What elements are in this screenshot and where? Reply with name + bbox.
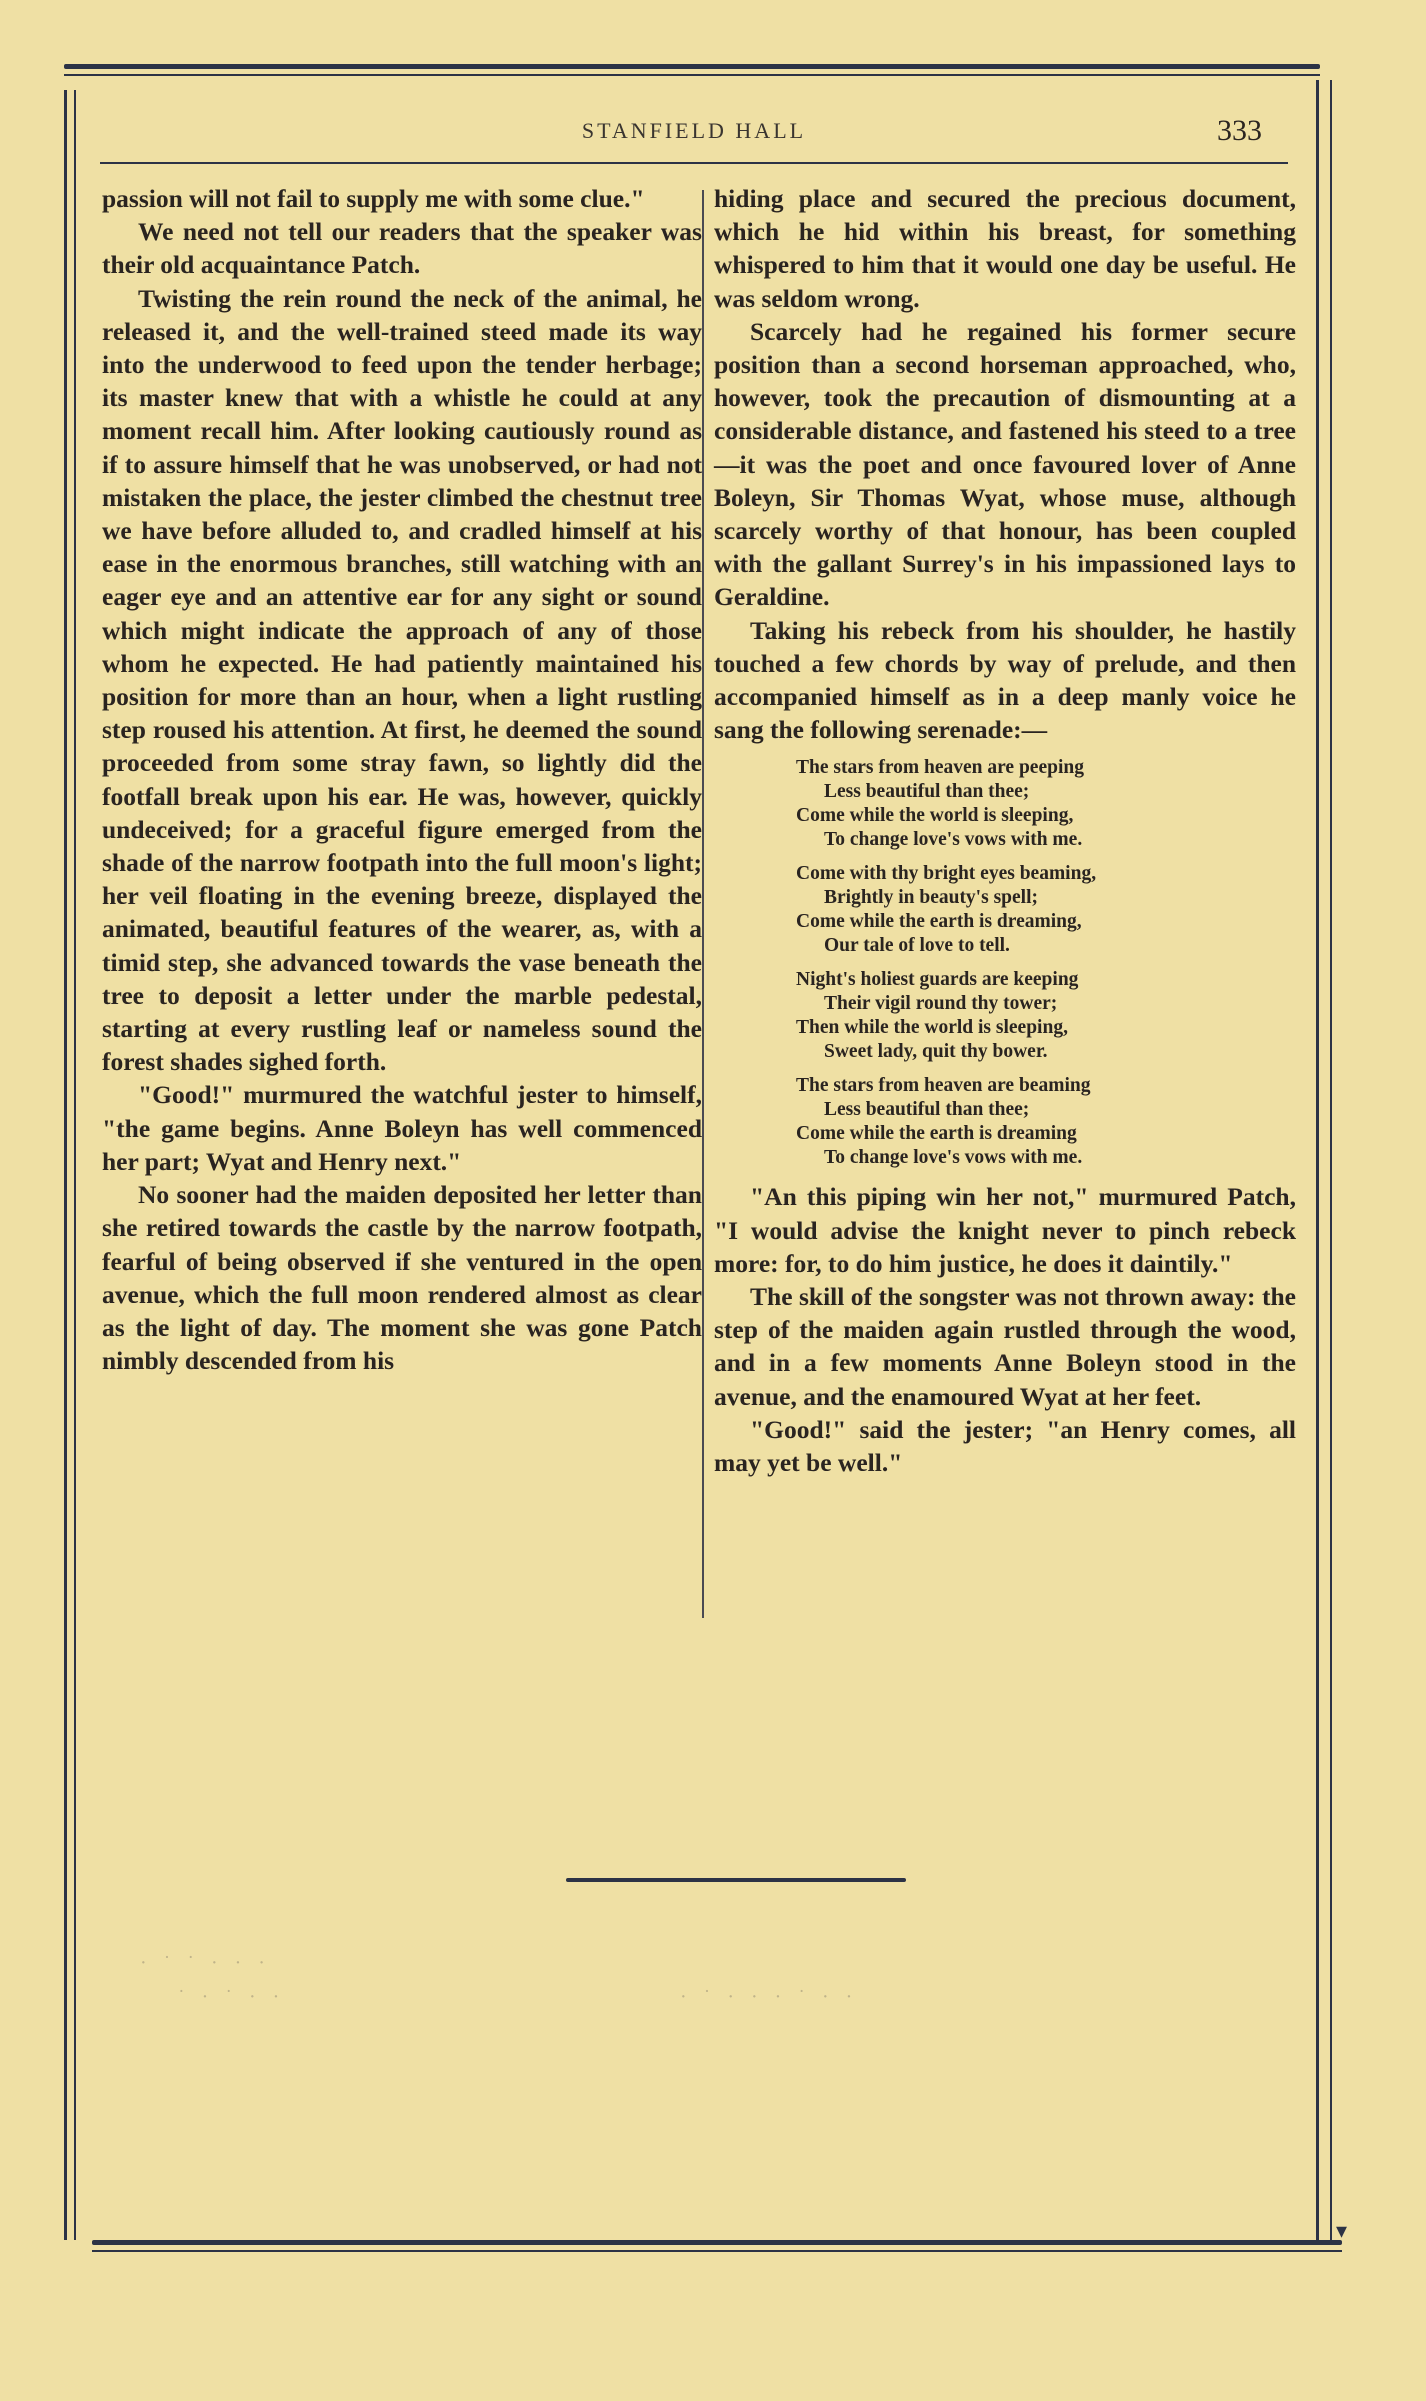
poem-stanza [796,756,1296,852]
header-rule [100,162,1288,164]
right-border-rule-thin [1330,80,1332,2240]
poem-line: Come while the world is sleeping, [796,805,1074,827]
paragraph: We need not tell our readers that the speaker was their old acquaintance Patch. [102,217,702,280]
bottom-border-rule [92,2240,1342,2245]
top-border-rule [64,64,1320,69]
poem-line: Our tale of love to tell. [824,935,1010,957]
left-column [102,182,702,1377]
paragraph: hiding place and secured the precious document, which he hid within his breast, for something whispered to him that it would one day be useful. He was seldom wrong. [714,184,1296,313]
poem-line: The stars from heaven are beaming [796,1075,1091,1097]
poem-line: Sweet lady, quit thy bower. [824,1041,1048,1063]
poem-line: The stars from heaven are peeping [796,757,1084,779]
top-border-rule-thin [64,74,1320,76]
paragraph: Scarcely had he regained his former secure position than a second horseman approached, who, however, took the precaution of dismounting at a considerable distance, and fastened his steed to a tree—it was the poet and once favoured lover of Anne Boleyn, Sir Thomas Wyat, whose muse, although scarcely worthy of that honour, has been coupled with the gallant Surrey's in his impassioned lays to Geraldine. [714,316,1296,612]
poem-line: Less beautiful than thee; [824,1099,1030,1121]
left-border-rule-thin [74,90,76,2240]
poem-line: Come with thy bright eyes beaming, [796,863,1097,885]
poem-line: Night's holiest guards are keeping [796,969,1079,991]
running-title: STANFIELD HALL [581,118,807,143]
left-border-rule [64,90,67,2240]
paragraph: Taking his rebeck from his shoulder, he hastily touched a few chords by way of prelude, and then accompanied himself as in a deep manly voice he sang the following serenade:— [714,615,1296,745]
paragraph: The skill of the songster was not thrown away: the step of the maiden again rustled through the wood, and in a few moments Anne Boleyn stood in the avenue, and the enamoured Wyat at her feet. [714,1282,1296,1411]
poem-line: To change love's vows with me. [824,829,1083,851]
serenade-poem [796,756,1296,1170]
right-border-rule [1316,80,1319,2240]
poem-line: Come while the earth is dreaming, [796,911,1082,933]
right-column [714,182,1296,1479]
poem-stanza [796,968,1296,1064]
poem-stanza [796,1074,1296,1170]
bleed-through-marks: · ˙ · · · ˙ · · [680,1986,859,2008]
poem-stanza [796,862,1296,958]
corner-ornament: ▾ [1336,2218,1348,2243]
poem-line: Less beautiful than thee; [824,781,1030,803]
poem-line: Brightly in beauty's spell; [824,887,1038,909]
bottom-border-rule-thin [92,2250,1342,2252]
paragraph: passion will not fail to supply me with some clue." [102,184,645,213]
bleed-through-marks: ˙ · ˙ · · [178,1986,286,2008]
poem-line: Then while the world is sleeping, [796,1017,1068,1039]
paragraph: No sooner had the maiden deposited her letter than she retired towards the castle by the narrow footpath, fearful of being observed if she ventured in the open avenue, which the full moon rendered almost as clear as the light of day. The moment she was gone Patch nimbly descended from his [102,1180,702,1376]
paragraph: "An this piping win her not," murmured Patch, "I would advise the knight never to pinch rebeck more: for, to do him justice, he does it daintily." [714,1182,1296,1278]
column-divider [702,190,704,1618]
paragraph: "Good!" said the jester; "an Henry comes, all may yet be well." [714,1414,1296,1478]
paragraph: "Good!" murmured the watchful jester to himself, "the game begins. Anne Boleyn has well commenced her part; Wyat and Henry next." [102,1080,702,1176]
poem-line: To change love's vows with me. [824,1147,1083,1169]
paragraph: Twisting the rein round the neck of the animal, he released it, and the well-trained steed made its way into the underwood to feed upon the tender herbage; its master knew that with a whistle he could at any moment recall him. After looking cautiously round as if to assure himself that he was unobserved, or had not mistaken the place, the jester climbed the chestnut tree we have before alluded to, and cradled himself at his ease in the enormous branches, still watching with an eager eye and an attentive ear for any sight or sound which might indicate the approach of any of those whom he expected. He had patiently maintained his position for more than an hour, when a light rustling step roused his attention. At first, he deemed the sound proceeded from some stray fawn, so lightly did the footfall break upon his ear. He was, however, quickly undeceived; for a graceful figure emerged from the shade of the narrow footpath into the full moon's light; her veil floating in the evening breeze, displayed the animated, beautiful features of the wearer, as, with a timid step, she advanced towards the vase beneath the tree to deposit a letter under the marble pedestal, starting at every rustling leaf or nameless sound the forest shades sighed forth. [102,283,702,1077]
bleed-through-marks: · ˙ ˙ · · · [140,1952,271,1974]
running-head [100,114,1288,154]
page-number: 333 [1217,114,1262,147]
poem-line: Their vigil round thy tower; [824,993,1058,1015]
end-of-chapter-rule [566,1878,906,1882]
poem-line: Come while the earth is dreaming [796,1123,1077,1145]
